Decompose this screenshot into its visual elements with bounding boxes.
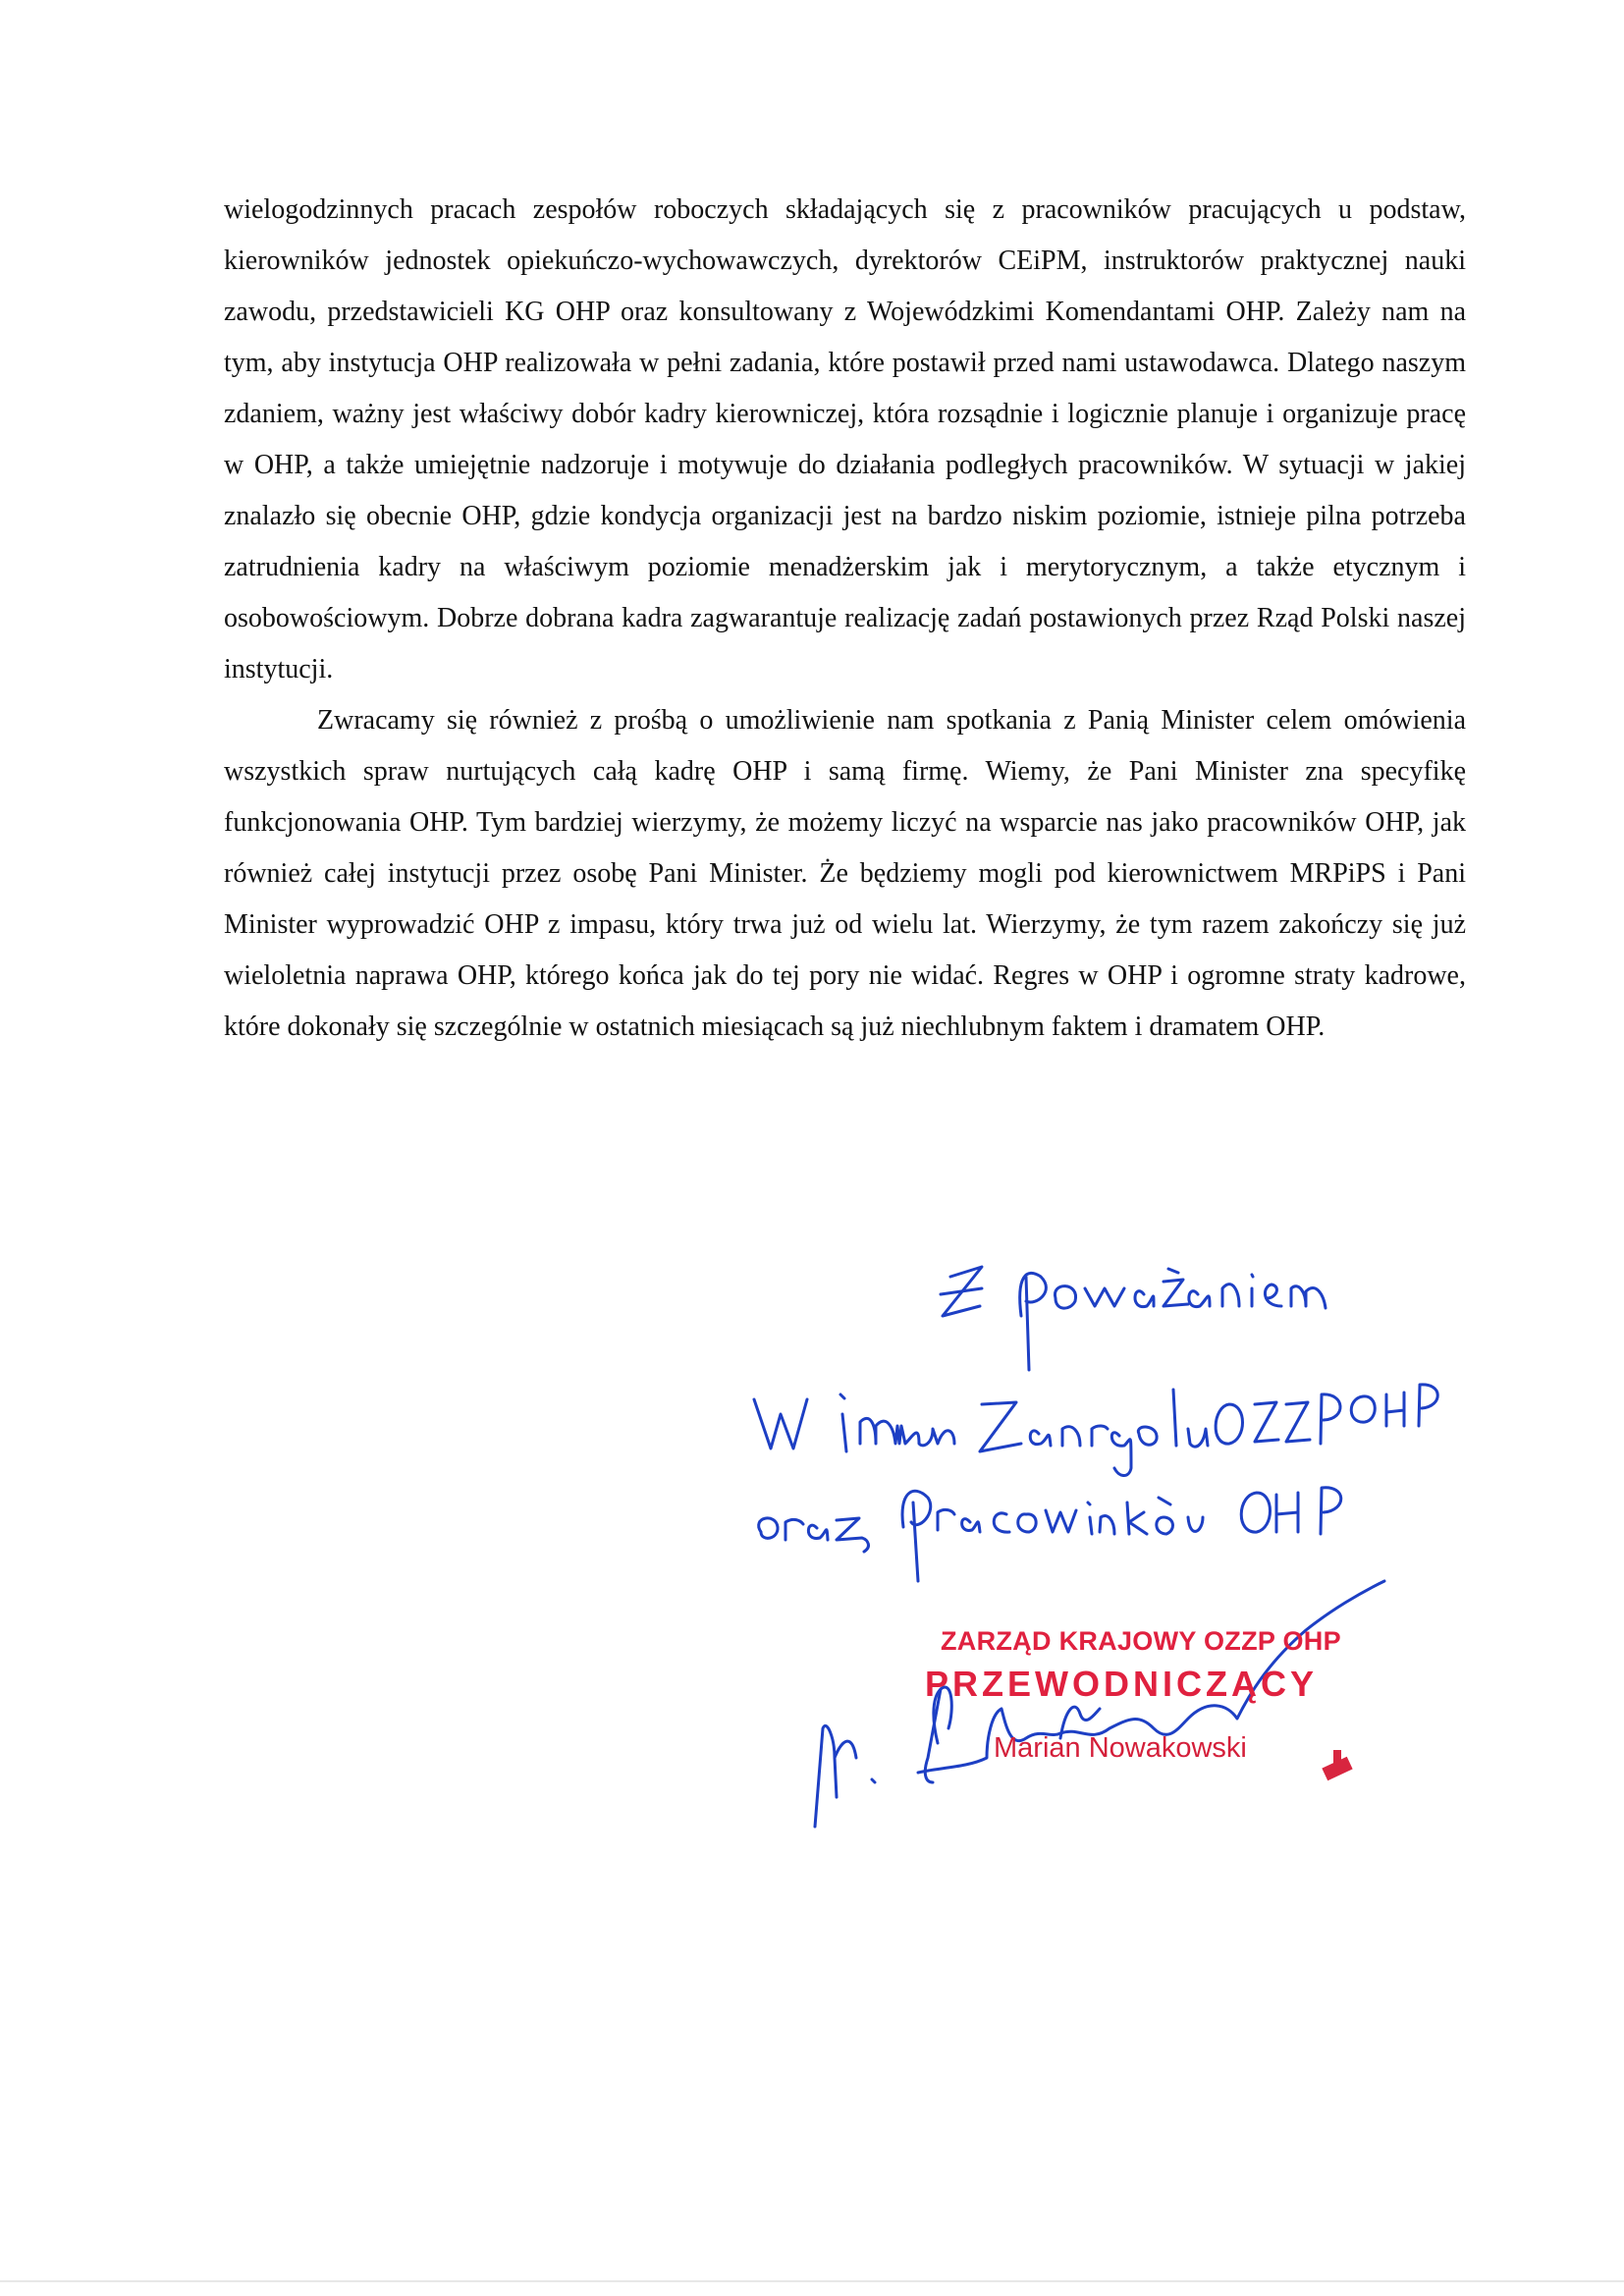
official-stamp <box>893 1603 1355 1799</box>
scan-edge <box>0 2280 1624 2282</box>
paragraph-1: wielogodzinnych pracach zespołów roboczych składających się z pracowników pracujących u podstaw, kierowników jednostek opiekuńczo-wychowawczych, dyrektorów CEiPM, instruktorów praktycznej nauki zawodu, przedstawicieli KG OHP oraz konsultowany z Wojewódzkimi Komendantami OHP. Zależy nam na tym, aby instytucja OHP realizowała w pełni zadania, które postawił przed nami ustawodawca. Dlatego naszym zdaniem, ważny jest właściwy dobór kadry kierowniczej, która rozsądnie i logicznie planuje i organizuje pracę w OHP, a także umiejętnie nadzoruje i motywuje do działania podległych pracowników. W sytuacji w jakiej znalazło się obecnie OHP, gdzie kondycja organizacji jest na bardzo niskim poziomie, istnieje pilna potrzeba zatrudnienia kadry na właściwym poziomie menadżerskim jak i merytorycznym, a także etycznym i osobowościowym. Dobrze dobrana kadra zagwarantuje realizację zadań postawionych przez Rząd Polski naszej instytucji. <box>224 194 1466 684</box>
letter-body <box>224 185 1466 1053</box>
stamp-name: Marian Nowakowski <box>994 1732 1247 1764</box>
stamp-ink-mark-2 <box>1333 1750 1341 1768</box>
stamp-title: PRZEWODNICZĄCY <box>925 1664 1318 1704</box>
stamp-organization: ZARZĄD KRAJOWY OZZP OHP <box>941 1626 1341 1656</box>
paragraph-2: Zwracamy się również z prośbą o umożliwienie nam spotkania z Panią Minister celem omówienia wszystkich spraw nurtujących całą kadrę OHP i samą firmę. Wiemy, że Pani Minister zna specyfikę funkcjonowania OHP. Tym bardziej wierzymy, że możemy liczyć na wsparcie nas jako pracowników OHP, jak również całej instytucji przez osobę Pani Minister. Że będziemy mogli pod kierownictwem MRPiPS i Pani Minister wyprowadzić OHP z impasu, który trwa już od wielu lat. Wierzymy, że tym razem zakończy się już wieloletnia naprawa OHP, którego końca jak do tej pory nie widać. Regres w OHP i ogromne straty kadrowe, które dokonały się szczególnie w ostatnich miesiącach są już niechlubnym faktem i dramatem OHP. <box>224 705 1466 1042</box>
